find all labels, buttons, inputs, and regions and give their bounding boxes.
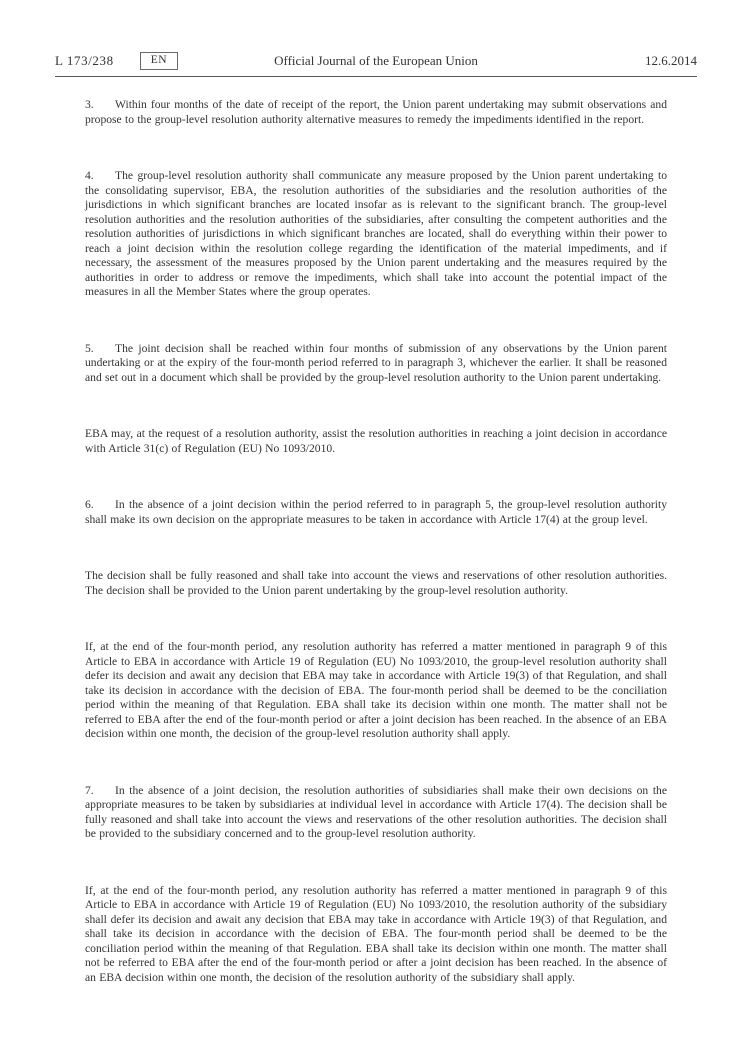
- page-header: [55, 50, 697, 77]
- paragraph: [85, 98, 667, 127]
- paragraph-text: Within four months of the date of receipt of the report, the Union parent undertaking may submit observations and propose to the group-level resolution authority alternative measures to remedy the impediments identified in the report.: [85, 98, 667, 126]
- journal-title: Official Journal of the European Union: [274, 53, 478, 68]
- document-body: [85, 98, 667, 1027]
- paragraph-text: The group-level resolution authority shall communicate any measure proposed by the Union parent undertaking to the consolidating supervisor, EBA, the resolution authorities of the subsidiaries and the resolution authorities of the jurisdictions in which significant branches are located insofar as is relevant to the significant branch. The group-level resolution authorities and the resolution authorities of the subsidiaries, after consulting the competent authorities and the resolution authorities of jurisdictions in which significant branches are located, shall do everything within their power to reach a joint decision within the resolution college regarding the identification of the material impediments, and if necessary, the assessment of the measures proposed by the Union parent undertaking and the measures required by the authorities in order to address or remove the impediments, which shall take into account the potential impact of the measures in all the Member States where the group operates.: [85, 169, 667, 298]
- paragraph: [85, 884, 667, 986]
- page-header-row: [55, 50, 697, 72]
- paragraph-number: 7.: [85, 783, 94, 797]
- paragraph-number: 4.: [85, 169, 94, 182]
- paragraph: [85, 427, 667, 456]
- header-divider: [55, 76, 697, 77]
- paragraph-text: The decision shall be fully reasoned and shall take into account the views and reservations of other resolution authorities. The decision shall be provided to the Union parent undertaking by the group-level resolution authority.: [85, 569, 667, 597]
- paragraph-text: The joint decision shall be reached within four months of submission of any observations by the Union parent undertaking or at the expiry of the four-month period referred to in paragraph 3, whichever the earlier. It shall be reasoned and set out in a document which shall be provided by the group-level resolution authority to the Union parent undertaking.: [85, 341, 667, 384]
- paragraph-number: 6.: [85, 498, 94, 511]
- language-badge: EN: [140, 52, 178, 70]
- paragraph: [85, 498, 667, 527]
- paragraph: [85, 640, 667, 742]
- publication-date: 12.6.2014: [645, 53, 697, 68]
- paragraph-text: In the absence of a joint decision, the resolution authorities of subsidiaries shall make their own decisions on the appropriate measures to be taken by subsidiaries at individual level in accordance with Article 17(4). The decision shall be fully reasoned and shall take into account the views and reservations of the other resolution authorities. The decision shall be provided to the subsidiary concerned and to the group-level resolution authority.: [85, 783, 667, 840]
- paragraph: [85, 342, 667, 386]
- paragraph-text: If, at the end of the four-month period, any resolution authority has referred a matter mentioned in paragraph 9 of this Article to EBA in accordance with Article 19 of Regulation (EU) No 1093/2010, the group-level resolution authority shall defer its decision and await any decision that EBA may take in accordance with Article 19(3) of that Regulation, and shall take its decision in accordance with the decision of EBA. The four-month period shall be deemed to be the conciliation period within the meaning of that Regulation. EBA shall take its decision within one month. The matter shall not be referred to EBA after the end of the four-month period or after a joint decision has been reached. In the absence of an EBA decision within one month, the decision of the group-level resolution authority shall apply.: [85, 640, 667, 740]
- paragraph-text: If, at the end of the four-month period, any resolution authority has referred a matter mentioned in paragraph 9 of this Article to EBA in accordance with Article 19 of Regulation (EU) No 1093/2010, the resolution authority of the subsidiary shall defer its decision and await any decision that EBA may take in accordance with Article 19(3) of that Regulation, and shall take its decision in accordance with the decision of EBA. The four-month period shall be deemed to be the conciliation period within the meaning of that Regulation. EBA shall take its decision within one month. The matter shall not be referred to EBA after the end of the four-month period or after a joint decision has been reached. In the absence of an EBA decision within one month, the decision of the resolution authority of the subsidiary shall apply.: [85, 883, 667, 984]
- paragraph: [85, 569, 667, 598]
- paragraph-text: In the absence of a joint decision within the period referred to in paragraph 5, the group-level resolution authority shall make its own decision on the appropriate measures to be taken in accordance with Article 17(4) at the group level.: [85, 498, 667, 526]
- paragraph: [85, 784, 667, 842]
- page-reference: L 173/238: [55, 53, 114, 68]
- paragraph-number: 3.: [85, 98, 94, 111]
- paragraph-number: 5.: [85, 341, 94, 355]
- paragraph-text: EBA may, at the request of a resolution authority, assist the resolution authorities in reaching a joint decision in accordance with Article 31(c) of Regulation (EU) No 1093/2010.: [85, 427, 667, 455]
- paragraph: [85, 169, 667, 300]
